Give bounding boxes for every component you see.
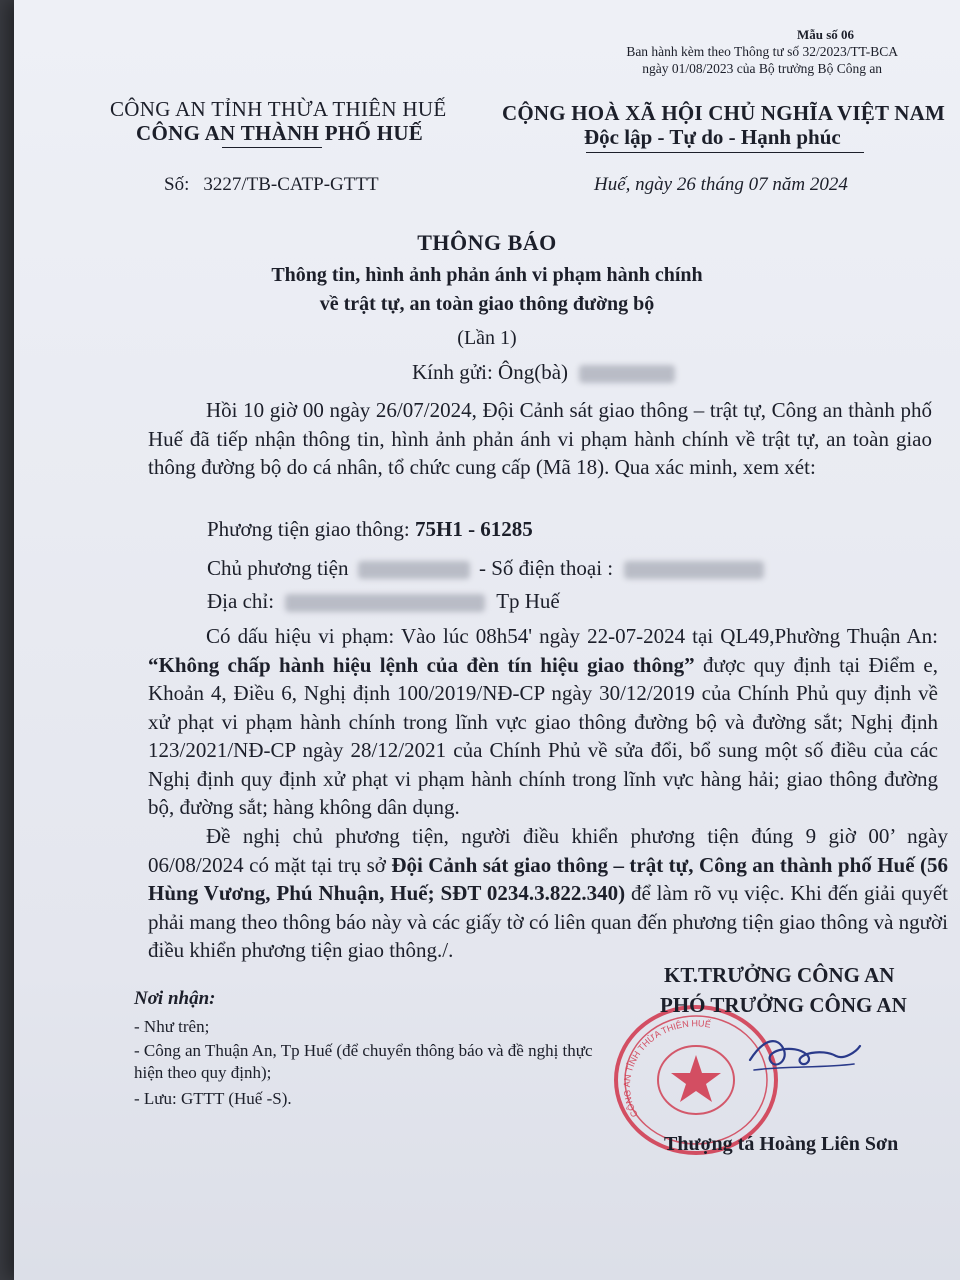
request-office: Đội Cảnh sát giao thông – trật tự, Công an thành phố Huế (56 Hùng Vương, Phú Nhuận, Huế; SĐT 0234.3.822.340) [148, 852, 948, 905]
document-title: THÔNG BÁO [417, 230, 557, 255]
redacted-phone [624, 561, 764, 579]
notice-count: (Lần 1) [457, 327, 517, 349]
issuing-org-parent: CÔNG AN TỈNH THỪA THIÊN HUẾ [110, 97, 447, 121]
document-subtitle-line2: về trật tự, an toàn giao thông đường bộ [319, 293, 655, 315]
owner-label: Chủ phương tiện [207, 556, 349, 580]
national-motto: Độc lập - Tự do - Hạnh phúc [584, 125, 841, 149]
request-text-1: Đề nghị chủ phương tiện, người điều khiển phương tiện đúng 9 giờ 00’ ngày 06/08/2024 có mặt tại trụ sở [148, 824, 948, 877]
address-label: Địa chỉ: [207, 589, 275, 613]
redacted-owner [358, 561, 470, 579]
document-subtitle-line1: Thông tin, hình ảnh phản ánh vi phạm hành chính [271, 264, 703, 286]
motto-underline [586, 152, 864, 153]
violation-text-2: được quy định tại Điểm e, Khoản 4, Điều 6, Nghị định 100/2019/NĐ-CP ngày 30/12/2019 của Chính Phủ quy định về xử phạt vi phạm hành chính trong lĩnh vực giao thông đường bộ và đường sắt; Nghị định 123/2021/NĐ-CP ngày 28/12/2021 của Chính Phủ về sửa đổi, bổ sung một số điều của các Nghị định quy định xử phạt vi phạm hành chính trong lĩnh vực hàng hải; giao thông đường bộ, đường sắt; hàng không dân dụng. [148, 652, 939, 819]
field-address [207, 589, 560, 614]
handwritten-signature [744, 1030, 864, 1080]
document-number-label: Số: [164, 174, 190, 195]
recipient-item: - Công an Thuận An, Tp Huế (để chuyển thông báo và đề nghị thực hiện theo quy định); [134, 1041, 593, 1082]
signature-title-line2: PHÓ TRƯỞNG CÔNG AN [660, 993, 907, 1017]
issuing-org: CÔNG AN THÀNH PHỐ HUẾ [136, 121, 424, 145]
vehicle-plate: 75H1 - 61285 [414, 517, 533, 541]
form-reference-line2: ngày 01/08/2023 của Bộ trưởng Bộ Công an [642, 61, 883, 76]
field-vehicle [207, 517, 533, 542]
paragraph-receipt: Hồi 10 giờ 00 ngày 26/07/2024, Đội Cảnh sát giao thông – trật tự, Công an thành phố Huế đã tiếp nhận thông tin, hình ảnh phản ánh vi phạm hành chính về trật tự, an toàn giao thông đường bộ do cá nhân, tổ chức cung cấp (Mã 18). Qua xác minh, xem xét: [148, 398, 932, 479]
place-date: Huế, ngày 26 tháng 07 năm 2024 [594, 174, 848, 195]
greeting [412, 360, 675, 385]
signature-title-line1: KT.TRƯỞNG CÔNG AN [664, 963, 895, 987]
document-number [164, 174, 379, 196]
greeting-text: Kính gửi: Ông(bà) [412, 360, 569, 384]
address-city: Tp Huế [496, 589, 560, 613]
paragraph-request [148, 822, 948, 965]
recipient-item: - Lưu: GTTT (Huế -S). [134, 1089, 292, 1108]
org-underline [222, 147, 322, 148]
document-number-value: 3227/TB-CATP-GTTT [203, 174, 379, 195]
form-reference [626, 43, 898, 77]
seal-text: CÔNG AN TỈNH THỪA THIÊN HUẾ [621, 1018, 712, 1119]
vehicle-label: Phương tiện giao thông: [207, 517, 410, 541]
recipient-item: - Như trên; [134, 1017, 210, 1036]
violation-offense: “Không chấp hành hiệu lệnh của đèn tín hiệu giao thông” [148, 652, 695, 677]
phone-label: - Số điện thoại : [478, 556, 614, 580]
violation-text-1: Có dấu hiệu vi phạm: Vào lúc 08h54' ngày 22-07-2024 tại QL49,Phường Thuận An: [206, 624, 938, 648]
signer-name: Thượng tá Hoàng Liên Sơn [664, 1133, 899, 1155]
form-reference-line1: Ban hành kèm theo Thông tư số 32/2023/TT-BCA [626, 44, 898, 59]
form-number: Mẫu số 06 [796, 27, 854, 42]
redacted-address [285, 594, 485, 612]
paragraph-violation [148, 622, 938, 822]
redacted-name [579, 365, 675, 383]
field-owner [207, 556, 764, 581]
document-page [14, 0, 960, 1280]
recipients-heading: Nơi nhận: [134, 988, 216, 1009]
national-title: CỘNG HOÀ XÃ HỘI CHỦ NGHĨA VIỆT NAM [502, 101, 945, 125]
request-text-2: để làm rõ vụ việc. Khi đến giải quyết phải mang theo thông báo này và các giấy tờ có liên quan đến phương tiện giao thông và người điều khiển phương tiện giao thông./. [148, 881, 948, 962]
